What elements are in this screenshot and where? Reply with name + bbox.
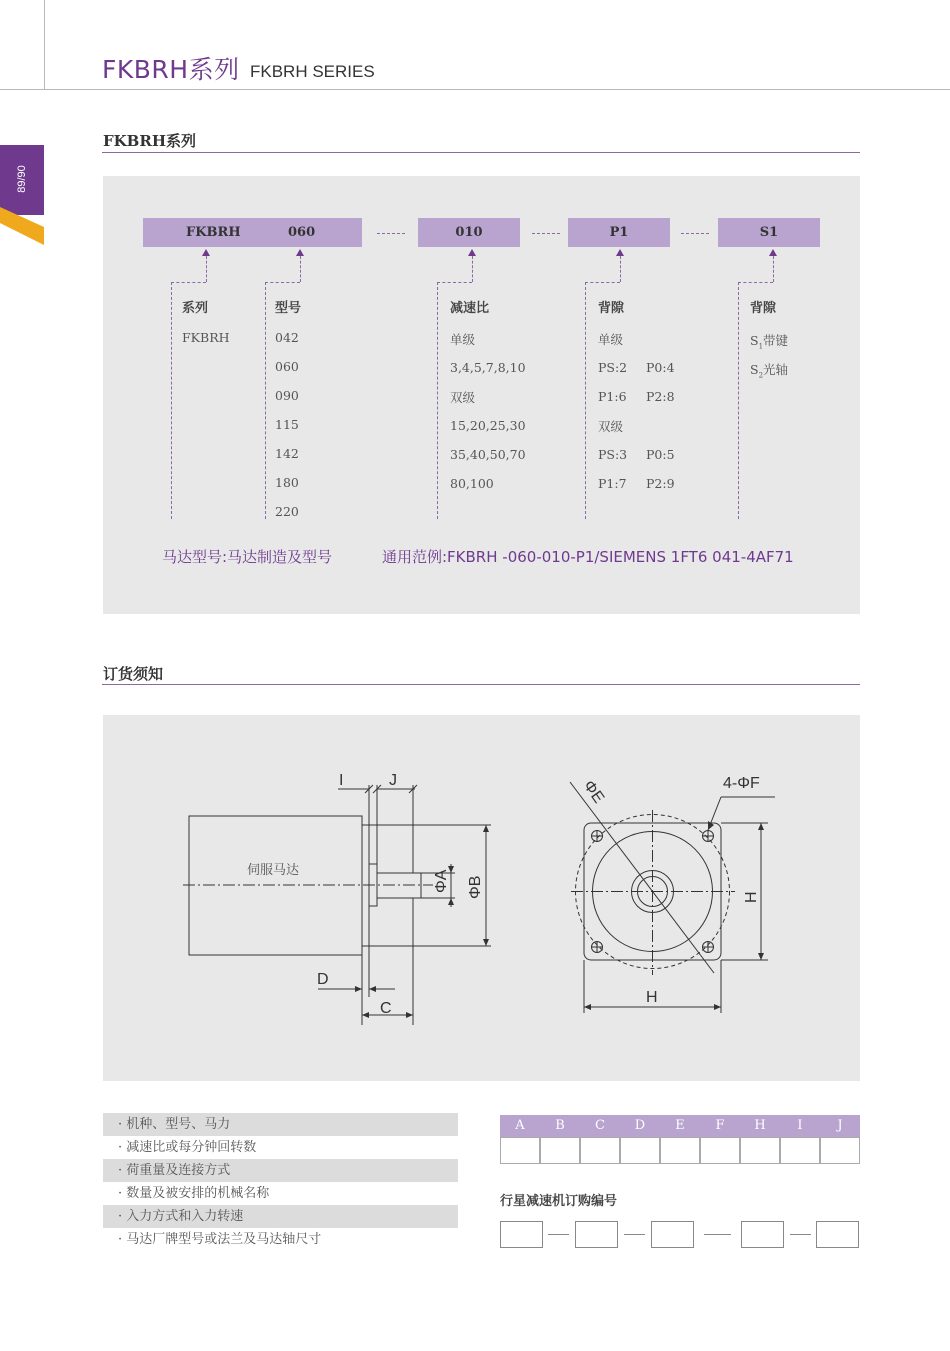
ratio-item: 双级 xyxy=(450,390,476,405)
order-code-box[interactable] xyxy=(741,1221,784,1248)
dim-label-e: ΦE xyxy=(579,777,608,807)
order-code-dash xyxy=(548,1234,569,1235)
dim-label-j: J xyxy=(389,772,397,789)
section-title-series: FKBRH系列 xyxy=(103,132,197,150)
model-item: 090 xyxy=(275,388,299,403)
column-head-ratio: 减速比 xyxy=(450,301,490,316)
backlash-item: PS:2 xyxy=(598,360,628,375)
code-box-series-model xyxy=(143,218,362,247)
dimension-table-header: E xyxy=(660,1115,700,1137)
connector-line xyxy=(437,282,438,519)
backlash-item: P0:5 xyxy=(646,447,675,462)
backlash-item: P2:9 xyxy=(646,476,675,491)
section-rule xyxy=(102,152,860,153)
connector-line xyxy=(206,256,207,282)
dimension-table-cell[interactable] xyxy=(780,1137,820,1164)
dim-label-h-horizontal: H xyxy=(646,989,658,1006)
dim-label-h-vertical: H xyxy=(743,891,760,903)
dimension-table-cell[interactable] xyxy=(660,1137,700,1164)
code-box-shaft xyxy=(718,218,820,247)
shaft-item: $S_1$带键 xyxy=(750,333,789,351)
dimension-table-header: B xyxy=(540,1115,580,1137)
connector-line xyxy=(171,282,206,283)
dimension-table-cell[interactable] xyxy=(500,1137,540,1164)
dim-label-d: D xyxy=(317,971,329,988)
column-head-shaft: 背隙 xyxy=(750,301,777,316)
connector-line xyxy=(300,256,301,282)
order-item: · 数量及被安排的机械名称 xyxy=(103,1182,458,1205)
arrow-up-icon xyxy=(769,249,777,256)
dimension-table-cell[interactable] xyxy=(540,1137,580,1164)
model-item: 142 xyxy=(275,446,299,461)
dimension-table-header: H xyxy=(740,1115,780,1137)
dimension-table-header: J xyxy=(820,1115,860,1137)
section-rule xyxy=(102,684,860,685)
order-code-dash xyxy=(790,1234,811,1235)
order-code-dash xyxy=(704,1234,731,1235)
order-item: · 减速比或每分钟回转数 xyxy=(103,1136,458,1159)
code-separator xyxy=(681,233,709,234)
header-divider-vertical xyxy=(44,0,45,90)
code-box-backlash-text: P1 xyxy=(609,225,629,240)
order-item: · 机种、型号、马力 xyxy=(103,1113,458,1136)
shaft-item: $S_2$光轴 xyxy=(750,362,789,380)
backlash-item: P1:7 xyxy=(598,476,627,491)
dimension-table xyxy=(500,1115,860,1164)
code-box-ratio-text: 010 xyxy=(455,225,483,240)
order-item: · 马达厂牌型号或法兰及马达轴尺寸 xyxy=(103,1228,458,1251)
order-code-dash xyxy=(624,1234,645,1235)
code-box-backlash xyxy=(568,218,670,247)
connector-line xyxy=(171,282,172,519)
dimension-table-header: A xyxy=(500,1115,540,1137)
page-title-en: FKBRH SERIES xyxy=(250,62,375,81)
column-head-model: 型号 xyxy=(275,301,302,316)
backlash-item: P2:8 xyxy=(646,389,675,404)
dimension-table-header: C xyxy=(580,1115,620,1137)
dim-label-f: 4-ΦF xyxy=(723,775,760,792)
code-box-model-text: 060 xyxy=(288,225,316,240)
model-item: 042 xyxy=(275,330,299,345)
model-item: 180 xyxy=(275,475,299,490)
backlash-item: PS:3 xyxy=(598,447,628,462)
backlash-item: P0:4 xyxy=(646,360,675,375)
example-code-note: 通用范例:FKBRH -060-010-P1/SIEMENS 1FT6 041-4AF71 xyxy=(382,548,794,566)
dim-label-i: I xyxy=(339,772,344,789)
dimension-table-cell[interactable] xyxy=(580,1137,620,1164)
order-code-label: 行星减速机订购编号 xyxy=(500,1194,618,1209)
dimension-table-cell[interactable] xyxy=(700,1137,740,1164)
connector-line xyxy=(773,256,774,282)
side-page-number xyxy=(0,145,44,215)
code-separator xyxy=(377,233,405,234)
code-box-ratio xyxy=(418,218,520,247)
dimension-table-header-row xyxy=(500,1115,860,1137)
ratio-item: 35,40,50,70 xyxy=(450,447,526,462)
connector-line xyxy=(472,256,473,282)
arrow-up-icon xyxy=(616,249,624,256)
backlash-item: P1:6 xyxy=(598,389,627,404)
connector-line xyxy=(437,282,472,283)
code-separator xyxy=(532,233,560,234)
dimension-table-cell[interactable] xyxy=(740,1137,780,1164)
ratio-item: 3,4,5,7,8,10 xyxy=(450,360,526,375)
dimension-table-header: F xyxy=(700,1115,740,1137)
dimension-table-header: D xyxy=(620,1115,660,1137)
model-item: 220 xyxy=(275,504,299,519)
column-head-backlash: 背隙 xyxy=(598,301,625,316)
motor-label: 伺服马达 xyxy=(247,863,300,878)
dimension-drawing xyxy=(103,715,860,1081)
page-title-cn: FKBRH系列 xyxy=(102,55,240,84)
backlash-item: 双级 xyxy=(598,419,624,434)
column-head-series: 系列 xyxy=(182,301,209,316)
order-code-box[interactable] xyxy=(816,1221,859,1248)
dim-label-a: ΦA xyxy=(433,869,450,893)
ratio-item: 15,20,25,30 xyxy=(450,418,526,433)
dimension-table-cell[interactable] xyxy=(620,1137,660,1164)
connector-line xyxy=(265,282,300,283)
code-box-shaft-text: S1 xyxy=(759,225,779,240)
order-item: · 入力方式和入力转速 xyxy=(103,1205,458,1228)
arrow-up-icon xyxy=(296,249,304,256)
connector-line xyxy=(585,282,620,283)
series-item: FKBRH xyxy=(182,330,230,345)
header-rule xyxy=(0,89,950,90)
model-item: 115 xyxy=(275,417,299,432)
connector-line xyxy=(265,282,266,519)
order-code-box[interactable] xyxy=(651,1221,694,1248)
dimension-table-value-row xyxy=(500,1137,860,1164)
model-item: 060 xyxy=(275,359,299,374)
motor-model-note: 马达型号:马达制造及型号 xyxy=(162,548,333,566)
connector-line xyxy=(738,282,773,283)
order-item: · 荷重量及连接方式 xyxy=(103,1159,458,1182)
order-code-box[interactable] xyxy=(500,1221,543,1248)
connector-line xyxy=(738,282,739,519)
arrow-up-icon xyxy=(468,249,476,256)
order-code-box[interactable] xyxy=(575,1221,618,1248)
backlash-item: 单级 xyxy=(598,332,624,347)
dim-label-c: C xyxy=(380,1000,392,1017)
connector-line xyxy=(620,256,621,282)
ratio-item: 80,100 xyxy=(450,476,494,491)
dimension-table-header: I xyxy=(780,1115,820,1137)
arrow-up-icon xyxy=(202,249,210,256)
ratio-item: 单级 xyxy=(450,332,476,347)
page-number-text: 89/90 xyxy=(16,165,28,193)
dim-label-b: ΦB xyxy=(467,875,484,899)
code-box-series-text: FKBRH xyxy=(186,225,241,240)
connector-line xyxy=(585,282,586,519)
section-title-ordering: 订货须知 xyxy=(103,665,164,683)
dimension-table-cell[interactable] xyxy=(820,1137,860,1164)
